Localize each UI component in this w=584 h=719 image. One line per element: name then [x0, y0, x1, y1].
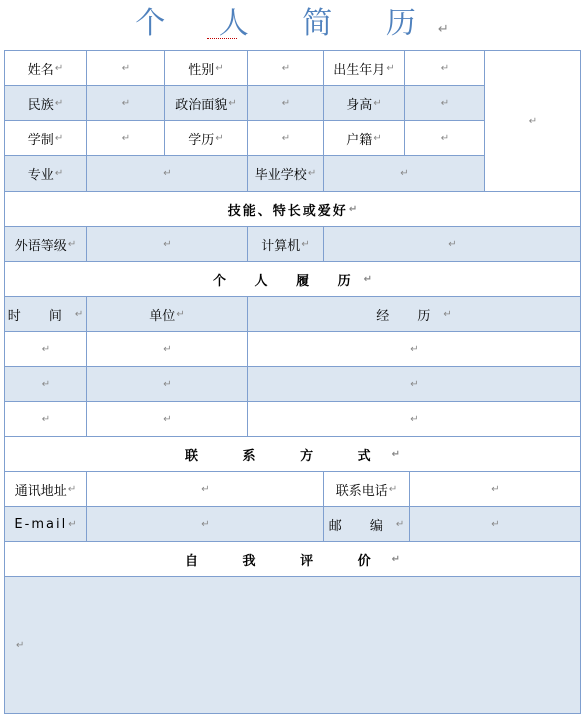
time-header-text: 时 间: [7, 308, 74, 324]
birth-label-cell: [323, 50, 405, 86]
paragraph-mark: ↵: [41, 378, 51, 390]
history-time-cell[interactable]: [4, 401, 87, 437]
paragraph-mark: ↵: [348, 203, 358, 215]
school-value-cell[interactable]: [323, 155, 485, 192]
school-label: 毕业学校: [254, 168, 307, 183]
language-value-cell[interactable]: [86, 226, 248, 262]
major-value-cell[interactable]: [86, 155, 248, 192]
major-label-cell: [4, 155, 87, 192]
paragraph-mark: ↵: [363, 273, 372, 285]
hukou-label: 户籍: [346, 132, 373, 148]
paragraph-mark: ↵: [176, 308, 185, 320]
skills-section-header: [4, 191, 581, 227]
history-header-text: 个 人 履 历: [213, 273, 363, 289]
degree-value-cell[interactable]: [247, 120, 324, 156]
ethnicity-label: 民族: [27, 97, 54, 113]
paragraph-mark: ↵: [448, 238, 457, 250]
photo-cell[interactable]: [484, 50, 581, 192]
major-label: 专业: [27, 168, 54, 183]
self-evaluation-header-text: 自 我 评 价: [185, 553, 391, 569]
history-time-cell[interactable]: [4, 331, 87, 367]
page-title: [0, 2, 584, 46]
history-experience-cell[interactable]: [247, 331, 581, 367]
skills-header-text: 技能、特长或爱好: [227, 203, 348, 219]
paragraph-mark: ↵: [41, 413, 51, 425]
experience-column-header: [247, 296, 581, 332]
experience-header-text: 经 历: [376, 308, 443, 324]
paragraph-mark: ↵: [373, 97, 382, 109]
paragraph-mark: ↵: [400, 168, 409, 179]
language-label-cell: [4, 226, 87, 262]
paragraph-mark: ↵: [410, 343, 419, 355]
history-time-cell[interactable]: [4, 366, 87, 402]
paragraph-mark: ↵: [307, 168, 317, 179]
computer-value-cell[interactable]: [323, 226, 581, 262]
politics-value-cell[interactable]: [247, 85, 324, 121]
history-unit-cell[interactable]: [86, 401, 248, 437]
paragraph-mark: ↵: [163, 378, 172, 390]
paragraph-mark: ↵: [440, 132, 450, 144]
paragraph-mark: ↵: [281, 62, 291, 74]
paragraph-mark: ↵: [74, 308, 84, 320]
hukou-label-cell: [323, 120, 405, 156]
degree-label: 学历: [188, 132, 215, 148]
paragraph-mark: ↵: [54, 168, 64, 179]
paragraph-mark: ↵: [215, 132, 224, 144]
ethnicity-value-cell[interactable]: [86, 85, 165, 121]
paragraph-mark: ↵: [491, 483, 500, 495]
email-value-cell[interactable]: [86, 506, 324, 542]
phone-value-cell[interactable]: [409, 471, 581, 507]
paragraph-mark: ↵: [16, 639, 25, 651]
self-evaluation-area[interactable]: [4, 576, 581, 714]
paragraph-mark: ↵: [163, 413, 172, 425]
time-column-header: [4, 296, 87, 332]
paragraph-mark: ↵: [67, 238, 77, 250]
education-system-label-cell: [4, 120, 87, 156]
paragraph-mark: ↵: [373, 132, 382, 144]
history-section-header: [4, 261, 581, 297]
height-label-cell: [323, 85, 405, 121]
paragraph-mark: ↵: [215, 62, 224, 74]
history-experience-cell[interactable]: [247, 366, 581, 402]
paragraph-mark: ↵: [163, 343, 172, 355]
address-label: 通讯地址: [14, 483, 67, 499]
phone-label: 联系电话: [335, 483, 388, 499]
paragraph-mark: ↵: [121, 97, 131, 109]
gender-label-cell: [164, 50, 248, 86]
paragraph-mark: ↵: [54, 132, 64, 144]
phone-label-cell: [323, 471, 410, 507]
paragraph-mark: ↵: [281, 97, 291, 109]
paragraph-mark: ↵: [437, 22, 449, 37]
paragraph-mark: ↵: [388, 483, 398, 495]
school-label-cell: [247, 155, 324, 192]
history-unit-cell[interactable]: [86, 366, 248, 402]
paragraph-mark: ↵: [121, 132, 131, 144]
address-label-cell: [4, 471, 87, 507]
spellcheck-underline: [207, 35, 237, 39]
birth-value-cell[interactable]: [404, 50, 485, 86]
email-label: E-mail: [14, 516, 68, 532]
paragraph-mark: ↵: [440, 97, 450, 109]
height-value-cell[interactable]: [404, 85, 485, 121]
paragraph-mark: ↵: [68, 518, 77, 530]
paragraph-mark: ↵: [281, 132, 291, 144]
contact-header-text: 联 系 方 式: [185, 448, 391, 464]
paragraph-mark: ↵: [228, 97, 237, 109]
history-experience-cell[interactable]: [247, 401, 581, 437]
name-label: 姓名: [27, 62, 54, 78]
unit-header-text: 单位: [149, 308, 176, 324]
paragraph-mark: ↵: [163, 168, 172, 179]
paragraph-mark: ↵: [163, 238, 172, 250]
computer-label-cell: [247, 226, 324, 262]
postcode-value-cell[interactable]: [409, 506, 581, 542]
hukou-value-cell[interactable]: [404, 120, 485, 156]
paragraph-mark: ↵: [67, 483, 77, 495]
history-unit-cell[interactable]: [86, 331, 248, 367]
paragraph-mark: ↵: [391, 448, 400, 460]
paragraph-mark: ↵: [386, 62, 395, 74]
politics-label-cell: [164, 85, 248, 121]
paragraph-mark: ↵: [301, 238, 310, 250]
degree-label-cell: [164, 120, 248, 156]
ethnicity-label-cell: [4, 85, 87, 121]
paragraph-mark: ↵: [491, 518, 500, 530]
gender-value-cell[interactable]: [247, 50, 324, 86]
postcode-label: 邮 编: [328, 518, 395, 534]
paragraph-mark: ↵: [201, 518, 210, 530]
language-label: 外语等级: [14, 238, 67, 254]
paragraph-mark: ↵: [410, 378, 419, 390]
page-title-text: 个 人 简 历: [135, 6, 438, 41]
birth-label: 出生年月: [333, 62, 386, 78]
education-system-label: 学制: [27, 132, 54, 148]
paragraph-mark: ↵: [395, 518, 405, 530]
self-evaluation-header: [4, 541, 581, 577]
height-label: 身高: [346, 97, 373, 113]
postcode-label-cell: [323, 506, 410, 542]
paragraph-mark: ↵: [443, 308, 452, 320]
paragraph-mark: ↵: [391, 553, 400, 565]
paragraph-mark: ↵: [410, 413, 419, 425]
paragraph-mark: ↵: [54, 62, 64, 74]
paragraph-mark: ↵: [440, 62, 450, 74]
education-system-value-cell[interactable]: [86, 120, 165, 156]
gender-label: 性别: [188, 62, 215, 78]
politics-label: 政治面貌: [175, 97, 228, 113]
address-value-cell[interactable]: [86, 471, 324, 507]
paragraph-mark: ↵: [54, 97, 64, 109]
name-value-cell[interactable]: [86, 50, 165, 86]
contact-section-header: [4, 436, 581, 472]
name-label-cell: [4, 50, 87, 86]
computer-label: 计算机: [261, 238, 301, 254]
paragraph-mark: ↵: [201, 483, 210, 495]
paragraph-mark: ↵: [121, 62, 131, 74]
paragraph-mark: ↵: [528, 115, 538, 127]
paragraph-mark: ↵: [41, 343, 51, 355]
email-label-cell: [4, 506, 87, 542]
unit-column-header: [86, 296, 248, 332]
